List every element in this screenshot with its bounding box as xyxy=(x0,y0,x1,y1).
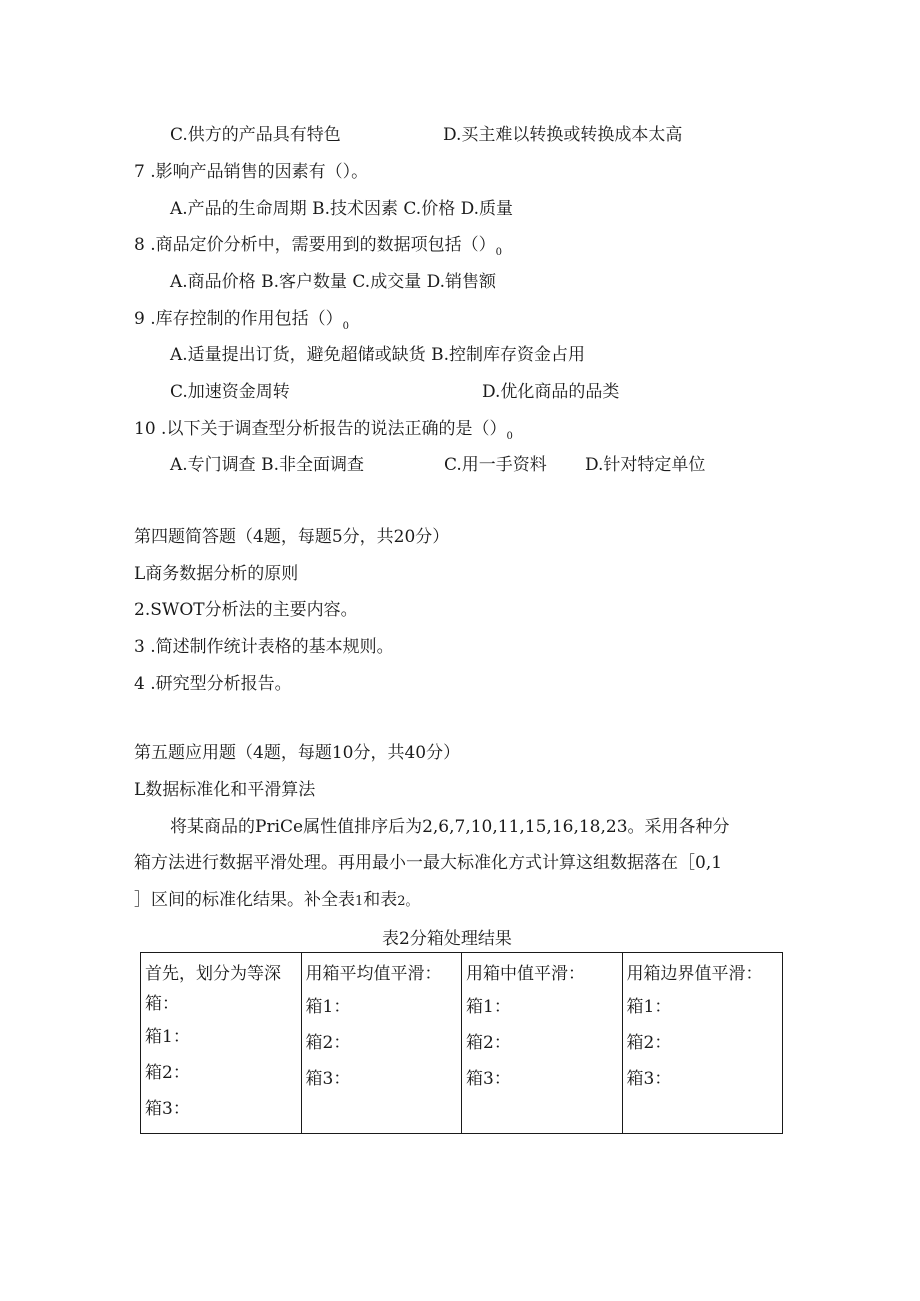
q10-question-suffix: 0 xyxy=(506,431,513,442)
bin-2-label: 箱2： xyxy=(626,1033,672,1053)
bin-2-label: 箱2： xyxy=(466,1033,511,1053)
column-head: 用箱平均值平滑： xyxy=(305,964,442,984)
q7-options: A.产品的生命周期 B.技术因素 C.价格 D.质量 xyxy=(170,199,514,219)
q9-option-c: C.加速资金周转 xyxy=(170,382,290,402)
q10-question xyxy=(134,417,513,444)
section5-paragraph-line-3 xyxy=(134,888,419,914)
para-line3-text-b: 和表 xyxy=(363,890,398,910)
q7-question: 7 .影响产品销售的因素有（）。 xyxy=(134,162,369,182)
bin-1-label: 箱1： xyxy=(305,997,351,1017)
column-head: 用箱边界值平滑： xyxy=(626,964,763,984)
bin-1-label: 箱1： xyxy=(626,997,672,1017)
bin-1-label: 箱1： xyxy=(145,1027,190,1047)
section4-title: 第四题简答题（4题，每题5分，共20分） xyxy=(134,527,450,547)
section5-title: 第五题应用题（4题，每题10分，共40分） xyxy=(134,743,461,763)
section5-paragraph-line-1: 将某商品的PriCe属性值排序后为2,6,7,10,11,15,16,18,23。采用各种分 xyxy=(170,817,730,837)
binning-table xyxy=(140,952,783,1134)
column-head: 首先，划分为等深箱： xyxy=(145,964,281,1014)
q10-options-ab: A.专门调查 B.非全面调查 xyxy=(170,455,364,475)
q10-option-d: D.针对特定单位 xyxy=(585,455,706,475)
bin-1-label: 箱1： xyxy=(466,997,511,1017)
table-caption: 表2分箱处理结果 xyxy=(382,929,512,949)
q10-question-text: 10 .以下关于调查型分析报告的说法正确的是（） xyxy=(134,419,507,439)
q9-question xyxy=(134,307,349,334)
bin-3-label: 箱3： xyxy=(305,1069,351,1089)
bin-2-label: 箱2： xyxy=(145,1063,190,1083)
table-cell-equal-depth xyxy=(141,953,302,1134)
column-head: 用箱中值平滑： xyxy=(466,964,585,984)
q9-options-ab: A.适量提出订货，避免超储或缺货 B.控制库存资金占用 xyxy=(170,345,585,365)
table-cell-mean-smoothing xyxy=(301,953,462,1134)
section5-paragraph-line-2: 箱方法进行数据平滑处理。再用最小一最大标准化方式计算这组数据落在［0,1 xyxy=(134,853,723,873)
table-cell-boundary-smoothing xyxy=(622,953,783,1134)
section5-item-1: L数据标准化和平滑算法 xyxy=(134,780,316,800)
q9-option-d: D.优化商品的品类 xyxy=(482,382,620,402)
section4-item-3: 3 .简述制作统计表格的基本规则。 xyxy=(134,637,394,657)
table-cell-median-smoothing xyxy=(462,953,623,1134)
para-line3-text-a: ］区间的标准化结果。补全表 xyxy=(134,890,355,910)
q10-option-c: C.用一手资料 xyxy=(444,455,547,475)
q8-question-suffix: 0 xyxy=(495,247,502,258)
section4-item-1: L商务数据分析的原则 xyxy=(134,564,299,584)
bin-3-label: 箱3： xyxy=(626,1069,672,1089)
q8-options: A.商品价格 B.客户数量 C.成交量 D.销售额 xyxy=(170,272,497,292)
para-line3-table-num: 1 xyxy=(355,894,364,909)
q6-option-d: D.买主难以转换或转换成本太高 xyxy=(443,125,683,145)
bin-3-label: 箱3： xyxy=(145,1099,190,1119)
q8-question-text: 8 .商品定价分析中，需要用到的数据项包括（） xyxy=(134,235,496,255)
q6-option-c: C.供方的产品具有特色 xyxy=(170,125,341,145)
section4-item-2: 2.SWOT分析法的主要内容。 xyxy=(134,600,358,620)
q9-question-suffix: 0 xyxy=(342,321,349,332)
para-line3-text-c: 2。 xyxy=(397,894,419,909)
q9-question-text: 9 .库存控制的作用包括（） xyxy=(134,309,343,329)
bin-3-label: 箱3： xyxy=(466,1069,511,1089)
bin-2-label: 箱2： xyxy=(305,1033,351,1053)
q8-question xyxy=(134,233,502,260)
section4-item-4: 4 .研究型分析报告。 xyxy=(134,674,292,694)
table-row xyxy=(141,953,783,1134)
